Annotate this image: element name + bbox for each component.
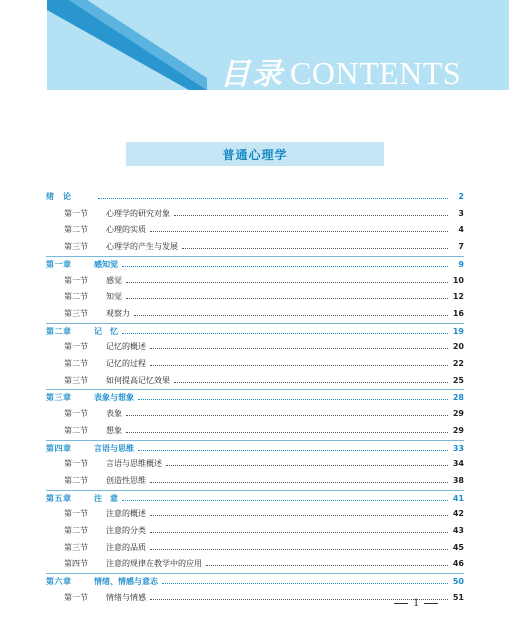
toc-leader-dots (150, 531, 448, 533)
toc-leader-dots (162, 582, 448, 584)
toc-page-number: 16 (452, 308, 464, 318)
title-english: CONTENTS (290, 55, 462, 90)
toc-number: 第三节 (64, 242, 88, 252)
toc-number: 第四节 (64, 559, 88, 569)
toc-page-number: 7 (458, 242, 464, 252)
toc-title: 表象 (106, 409, 122, 419)
toc-page-number: 51 (452, 592, 464, 602)
toc-leader-dots (150, 481, 448, 483)
toc-section-row[interactable] (46, 423, 464, 439)
page-footer (394, 598, 438, 609)
toc-title: 注意的分类 (106, 526, 146, 535)
toc-section-row[interactable] (46, 222, 464, 238)
toc-title: 如何提高记忆效果 (106, 375, 170, 385)
toc-chapter-row[interactable] (46, 256, 464, 273)
toc-section-row[interactable] (46, 306, 464, 322)
toc-page-number: 9 (458, 259, 464, 269)
toc-section-row[interactable] (46, 289, 464, 305)
toc-title: 记忆的过程 (106, 359, 146, 368)
toc-chapter-row[interactable] (46, 490, 464, 507)
toc-number: 绪 论 (46, 192, 72, 201)
toc-leader-dots (122, 265, 448, 267)
toc-section-row[interactable] (46, 373, 464, 389)
toc-page-number: 20 (452, 342, 464, 352)
toc-number: 第一节 (64, 342, 88, 352)
toc-number: 第一节 (64, 409, 88, 419)
toc-number: 第一节 (64, 275, 88, 285)
toc-title: 情绪、情感与意志 (94, 577, 158, 587)
toc-title: 观察力 (106, 308, 130, 318)
toc-number: 第一章 (46, 259, 72, 269)
toc-title: 注 意 (94, 493, 118, 503)
toc-page-number: 29 (452, 425, 464, 435)
toc-page-number: 38 (452, 475, 464, 485)
banner-triangle-decoration (47, 0, 207, 90)
toc-number: 第六章 (46, 577, 72, 587)
toc-section-row[interactable] (46, 456, 464, 472)
toc-section-row[interactable] (46, 540, 464, 556)
page-title (220, 49, 462, 90)
toc-title: 言语与思维 (94, 443, 134, 453)
toc-page-number: 29 (452, 409, 464, 419)
toc-page-number: 42 (452, 509, 464, 519)
toc-leader-dots (138, 449, 448, 451)
toc-page-number: 46 (452, 559, 464, 569)
toc-title: 记 忆 (94, 326, 118, 336)
toc-title: 心理的实质 (106, 225, 146, 235)
toc-page-number: 19 (452, 326, 464, 336)
toc-number: 第五章 (46, 493, 72, 503)
toc-leader-dots (174, 381, 448, 383)
toc-number: 第一节 (64, 459, 88, 469)
toc-leader-dots (166, 464, 448, 466)
toc-number: 第四章 (46, 443, 72, 453)
toc-title: 感知觉 (94, 259, 118, 269)
toc-leader-dots (122, 499, 448, 501)
toc-page-number: 12 (452, 292, 464, 302)
toc-title: 记忆的概述 (106, 342, 146, 352)
toc-leader-dots (126, 297, 448, 299)
header-banner (47, 0, 509, 90)
toc-leader-dots (182, 247, 448, 249)
toc-page-number: 34 (452, 459, 464, 469)
toc-page-number: 50 (452, 577, 464, 587)
title-chinese: 目录 (220, 57, 284, 90)
toc-page-number: 10 (452, 275, 464, 285)
toc-title: 情绪与情感 (106, 592, 146, 602)
toc-title: 心理学的产生与发展 (106, 242, 178, 252)
toc-leader-dots (134, 314, 448, 316)
toc-title: 注意的概述 (106, 509, 146, 519)
toc-page-number: 3 (458, 208, 464, 218)
toc-leader-dots (150, 230, 448, 232)
toc-number: 第一节 (64, 208, 88, 218)
toc-leader-dots (206, 564, 448, 566)
toc-page-number: 43 (452, 526, 464, 535)
toc-section-row[interactable] (46, 356, 464, 372)
toc-leader-dots (150, 548, 448, 550)
toc-title: 言语与思维概述 (106, 459, 162, 469)
toc-title: 注意的规律在教学中的应用 (106, 559, 202, 569)
toc-title: 感觉 (106, 275, 122, 285)
toc-number: 第二节 (64, 475, 88, 485)
toc-chapter-row[interactable] (46, 389, 464, 406)
toc-leader-dots (126, 431, 448, 433)
toc-section-row[interactable] (46, 273, 464, 289)
toc-leader-dots (126, 281, 448, 283)
toc-section-row[interactable] (46, 339, 464, 355)
toc-title: 注意的品质 (106, 542, 146, 552)
toc-title: 心理学的研究对象 (106, 208, 170, 218)
toc-page-number: 45 (452, 542, 464, 552)
section-title-box (126, 142, 384, 166)
toc-leader-dots (126, 414, 448, 416)
toc-leader-dots (138, 398, 448, 400)
toc-title: 创造性思维 (106, 475, 146, 485)
toc-section-row[interactable] (46, 206, 464, 222)
toc-number: 第三节 (64, 542, 88, 552)
toc-leader-dots (150, 364, 448, 366)
toc-section-row[interactable] (46, 523, 464, 539)
toc-title: 表象与想象 (94, 393, 134, 403)
toc-number: 第二节 (64, 425, 88, 435)
toc-page-number: 33 (452, 443, 464, 453)
toc-section-row[interactable] (46, 506, 464, 522)
toc-page-number: 2 (458, 192, 464, 201)
toc-number: 第二章 (46, 326, 72, 336)
toc-page-number: 25 (452, 375, 464, 385)
toc-number: 第三节 (64, 375, 88, 385)
toc-number: 第二节 (64, 292, 88, 302)
toc-title: 知觉 (106, 292, 122, 302)
toc-page-number: 4 (458, 225, 464, 235)
toc-number: 第三章 (46, 393, 72, 403)
toc-title: 想象 (106, 425, 122, 435)
toc-section-row[interactable] (46, 473, 464, 489)
toc-number: 第二节 (64, 225, 88, 235)
footer-dash-left (394, 603, 408, 604)
toc-chapter-row[interactable] (46, 323, 464, 340)
toc-page-number: 28 (452, 393, 464, 403)
toc-number: 第一节 (64, 509, 88, 519)
section-title: 普通心理学 (222, 147, 288, 162)
toc-chapter-row[interactable] (46, 440, 464, 457)
toc-number: 第二节 (64, 359, 88, 368)
footer-dash-right (424, 603, 438, 604)
toc-section-row[interactable] (46, 556, 464, 572)
toc-page-number: 41 (452, 493, 464, 503)
toc-number: 第二节 (64, 526, 88, 535)
page-number: 1 (413, 598, 420, 609)
toc-number: 第三节 (64, 308, 88, 318)
toc-section-row[interactable] (46, 239, 464, 255)
toc-leader-dots (174, 214, 448, 216)
toc-leader-dots (150, 347, 448, 349)
toc-leader-dots (122, 332, 448, 334)
toc-leader-dots (150, 514, 448, 516)
toc-chapter-row[interactable] (46, 189, 464, 205)
toc-section-row[interactable] (46, 406, 464, 422)
toc-page-number: 22 (452, 359, 464, 368)
toc-chapter-row[interactable] (46, 573, 464, 590)
toc-number: 第一节 (64, 592, 88, 602)
toc-leader-dots (98, 197, 448, 199)
